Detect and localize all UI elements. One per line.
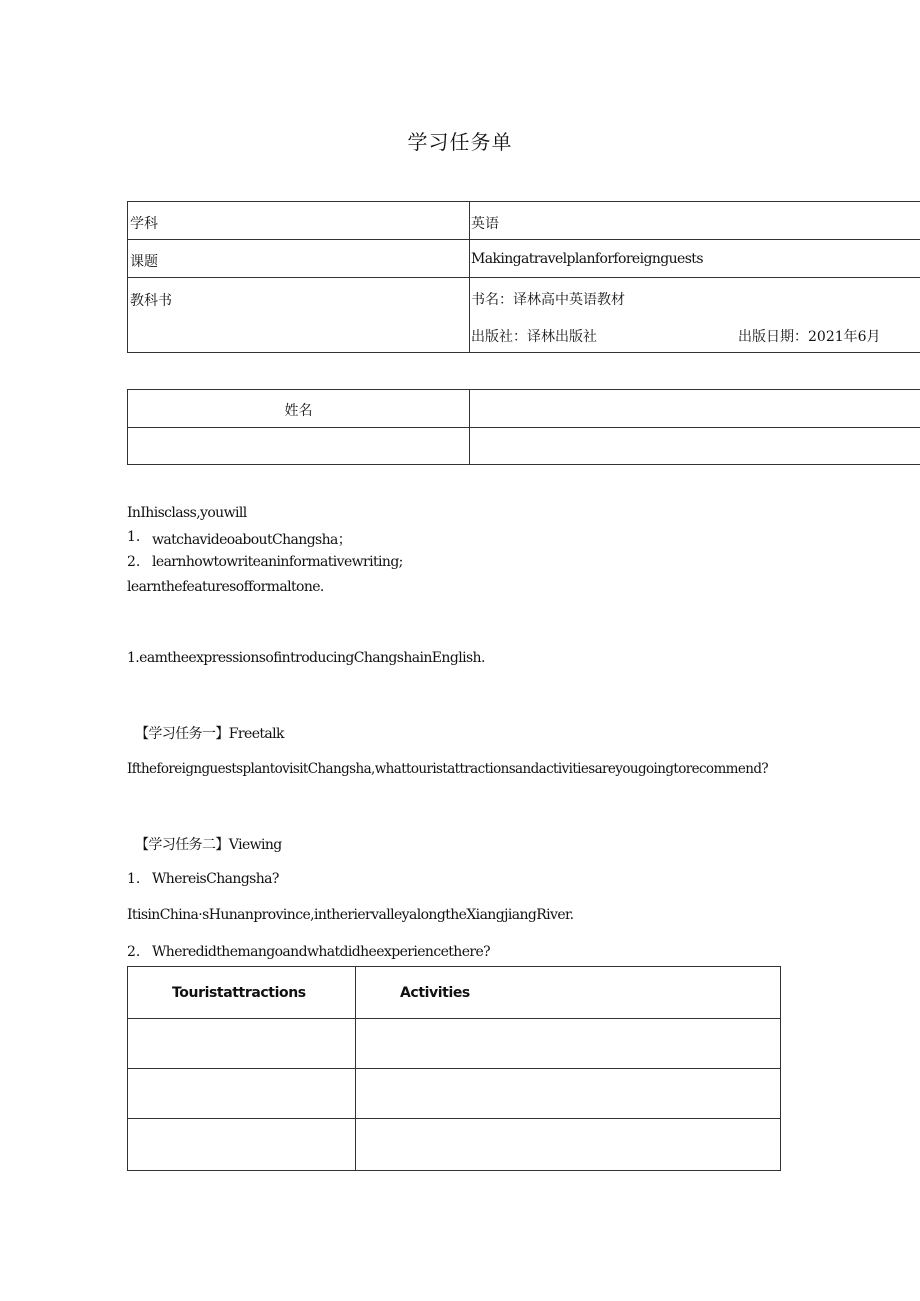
task-2-heading: 【学习任务二】Viewing [135,837,282,853]
topic-value: Makingatravelplanforforeignguests [471,251,703,267]
subject-label: 学科 [130,216,158,232]
task-1-heading: 【学习任务一】Freetalk [135,726,284,742]
blank-cell [470,428,920,464]
question-1-number: 1. [127,871,141,887]
column-divider [469,202,470,352]
question-2: Wheredidthemangoandwhatdidheexperiencethere? [152,944,491,960]
attraction-cell[interactable] [128,1069,356,1119]
attraction-cell[interactable] [128,1119,356,1171]
objective-2-number: 2. [127,554,141,570]
table-row [128,1019,781,1069]
activity-cell[interactable] [356,1069,781,1119]
name-field[interactable] [470,390,920,427]
attraction-cell[interactable] [128,1019,356,1069]
objective-3: learnthefeaturesofformaltone. [127,579,324,595]
topic-label: 课题 [130,254,158,270]
question-2-number: 2. [127,944,141,960]
activity-cell[interactable] [356,1119,781,1171]
name-label: 姓名 [284,403,313,419]
question-1: WhereisChangsha? [152,871,279,887]
table-header-row [128,967,781,1019]
table-row [128,1119,781,1171]
header-tourist-attractions: Touristattractions [128,967,356,1019]
blank-cell [128,428,469,464]
student-name-table [127,389,920,465]
course-info-table [127,201,920,353]
task-1-question: IftheforeignguestsplantovisitChangsha,whattouristattractionsandactivitiesareyougoingtorecommend? [127,761,769,777]
publisher: 出版社：译林出版社 [471,329,597,345]
textbook-label: 教科书 [130,293,172,309]
learning-goal: 1.eamtheexpressionsofintroducingChangshainEnglish. [127,650,485,666]
page-title: 学习任务单 [407,130,513,154]
answer-1: ItisinChina·sHunanprovince,intheriervalleyalongtheXiangjiangRiver. [127,907,574,923]
table-row [128,1069,781,1119]
publish-date: 出版日期：2021年6月 [738,329,881,345]
row-divider [128,239,920,240]
row-divider [128,277,920,278]
objective-1: watchavideoaboutChangsha； [152,532,352,548]
intro-lead: InIhisclass,youwill [127,505,247,521]
objective-1-number: 1. [127,529,141,545]
objective-2: learnhowtowriteaninformativewriting; [152,554,403,570]
activity-cell[interactable] [356,1019,781,1069]
header-activities: Activities [356,967,781,1019]
subject-value: 英语 [471,216,499,232]
attractions-activities-table [127,966,781,1171]
book-name: 书名：译林高中英语教材 [471,292,625,308]
